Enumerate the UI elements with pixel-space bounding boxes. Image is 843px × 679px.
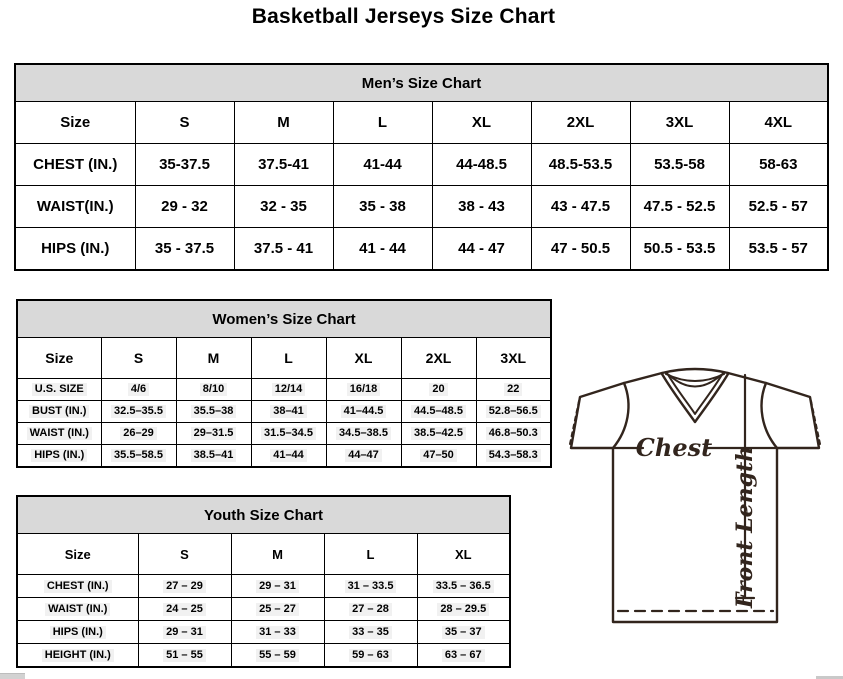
size-cell: 63 – 67: [417, 644, 510, 668]
mens-row-label: HIPS (IN.): [15, 228, 135, 271]
size-cell: 34.5–38.5: [326, 423, 401, 445]
size-cell: 41–44.5: [326, 401, 401, 423]
jersey-armhole-right: [762, 383, 777, 448]
youth-row-label: HEIGHT (IN.): [17, 644, 138, 668]
size-cell: 27 – 29: [138, 575, 231, 598]
womens-size-table: [16, 299, 552, 468]
womens-size-label: Size: [17, 338, 101, 379]
size-cell: 29 – 31: [138, 621, 231, 644]
womens-col-header: 3XL: [476, 338, 551, 379]
scrollbar-fragment-left[interactable]: [0, 673, 25, 679]
size-cell: 35 – 37: [417, 621, 510, 644]
size-cell: 52.5 - 57: [729, 186, 828, 228]
jersey-measurement-diagram: [556, 360, 832, 660]
size-cell: 47–50: [401, 445, 476, 468]
size-cell: 22: [476, 379, 551, 401]
size-cell: 26–29: [101, 423, 176, 445]
mens-col-header: 4XL: [729, 102, 828, 144]
table-row: [15, 228, 828, 271]
front-length-label: Front Length: [732, 445, 758, 609]
size-cell: 35.5–58.5: [101, 445, 176, 468]
mens-col-header: L: [333, 102, 432, 144]
womens-row-label: WAIST (IN.): [17, 423, 101, 445]
size-cell: 41 - 44: [333, 228, 432, 271]
size-cell: 53.5 - 57: [729, 228, 828, 271]
youth-size-table: [16, 495, 511, 668]
size-cell: 12/14: [251, 379, 326, 401]
size-cell: 4/6: [101, 379, 176, 401]
table-row: [17, 575, 510, 598]
size-cell: 47 - 50.5: [531, 228, 630, 271]
womens-col-header: S: [101, 338, 176, 379]
size-cell: 44.5–48.5: [401, 401, 476, 423]
mens-col-header: S: [135, 102, 234, 144]
size-cell: 33.5 – 36.5: [417, 575, 510, 598]
size-cell: 16/18: [326, 379, 401, 401]
youth-row-label: CHEST (IN.): [17, 575, 138, 598]
size-cell: 48.5-53.5: [531, 144, 630, 186]
mens-col-header: XL: [432, 102, 531, 144]
mens-size-label: Size: [15, 102, 135, 144]
size-cell: 29 – 31: [231, 575, 324, 598]
size-cell: 31 – 33.5: [324, 575, 417, 598]
size-cell: 38 - 43: [432, 186, 531, 228]
table-row: [17, 401, 551, 423]
table-row: [17, 621, 510, 644]
size-cell: 38–41: [251, 401, 326, 423]
size-cell: 32 - 35: [234, 186, 333, 228]
youth-table-title: Youth Size Chart: [17, 496, 510, 534]
mens-size-table: [14, 63, 829, 271]
womens-col-header: M: [176, 338, 251, 379]
size-cell: 20: [401, 379, 476, 401]
size-cell: 31 – 33: [231, 621, 324, 644]
size-cell: 46.8–50.3: [476, 423, 551, 445]
youth-size-label: Size: [17, 534, 138, 575]
size-cell: 29 - 32: [135, 186, 234, 228]
size-cell: 32.5–35.5: [101, 401, 176, 423]
size-cell: 27 – 28: [324, 598, 417, 621]
youth-row-label: WAIST (IN.): [17, 598, 138, 621]
table-row: [17, 445, 551, 468]
youth-col-header: XL: [417, 534, 510, 575]
womens-col-header: 2XL: [401, 338, 476, 379]
size-cell: 44–47: [326, 445, 401, 468]
size-cell: 38.5–42.5: [401, 423, 476, 445]
size-cell: 59 – 63: [324, 644, 417, 668]
size-cell: 50.5 - 53.5: [630, 228, 729, 271]
mens-col-header: 3XL: [630, 102, 729, 144]
size-cell: 58-63: [729, 144, 828, 186]
youth-col-header: M: [231, 534, 324, 575]
size-cell: 44-48.5: [432, 144, 531, 186]
table-row: [15, 186, 828, 228]
size-cell: 35 - 37.5: [135, 228, 234, 271]
womens-col-header: L: [251, 338, 326, 379]
mens-col-header: M: [234, 102, 333, 144]
mens-row-label: WAIST(IN.): [15, 186, 135, 228]
size-cell: 8/10: [176, 379, 251, 401]
jersey-collar: [662, 369, 728, 422]
table-row: [17, 379, 551, 401]
size-cell: 24 – 25: [138, 598, 231, 621]
size-cell: 51 – 55: [138, 644, 231, 668]
womens-row-label: U.S. SIZE: [17, 379, 101, 401]
womens-row-label: BUST (IN.): [17, 401, 101, 423]
womens-table-title: Women’s Size Chart: [17, 300, 551, 338]
size-cell: 37.5 - 41: [234, 228, 333, 271]
size-cell: 44 - 47: [432, 228, 531, 271]
size-cell: 55 – 59: [231, 644, 324, 668]
table-row: [17, 644, 510, 668]
jersey-outline: [571, 373, 819, 622]
chest-label: Chest: [635, 433, 713, 462]
size-cell: 31.5–34.5: [251, 423, 326, 445]
table-row: [17, 598, 510, 621]
size-cell: 35.5–38: [176, 401, 251, 423]
womens-col-header: XL: [326, 338, 401, 379]
youth-row-label: HIPS (IN.): [17, 621, 138, 644]
size-cell: 35 - 38: [333, 186, 432, 228]
page-title: Basketball Jerseys Size Chart: [251, 5, 556, 28]
size-cell: 33 – 35: [324, 621, 417, 644]
size-cell: 41–44: [251, 445, 326, 468]
mens-row-label: CHEST (IN.): [15, 144, 135, 186]
size-cell: 35-37.5: [135, 144, 234, 186]
jersey-armhole-left: [613, 383, 628, 448]
size-cell: 52.8–56.5: [476, 401, 551, 423]
mens-col-header: 2XL: [531, 102, 630, 144]
size-cell: 47.5 - 52.5: [630, 186, 729, 228]
youth-col-header: L: [324, 534, 417, 575]
size-cell: 38.5–41: [176, 445, 251, 468]
womens-row-label: HIPS (IN.): [17, 445, 101, 468]
size-cell: 25 – 27: [231, 598, 324, 621]
size-cell: 53.5-58: [630, 144, 729, 186]
size-cell: 43 - 47.5: [531, 186, 630, 228]
table-row: [15, 144, 828, 186]
size-cell: 28 – 29.5: [417, 598, 510, 621]
size-cell: 41-44: [333, 144, 432, 186]
youth-col-header: S: [138, 534, 231, 575]
table-row: [17, 423, 551, 445]
size-cell: 29–31.5: [176, 423, 251, 445]
size-cell: 54.3–58.3: [476, 445, 551, 468]
mens-table-title: Men’s Size Chart: [15, 64, 828, 102]
size-cell: 37.5-41: [234, 144, 333, 186]
